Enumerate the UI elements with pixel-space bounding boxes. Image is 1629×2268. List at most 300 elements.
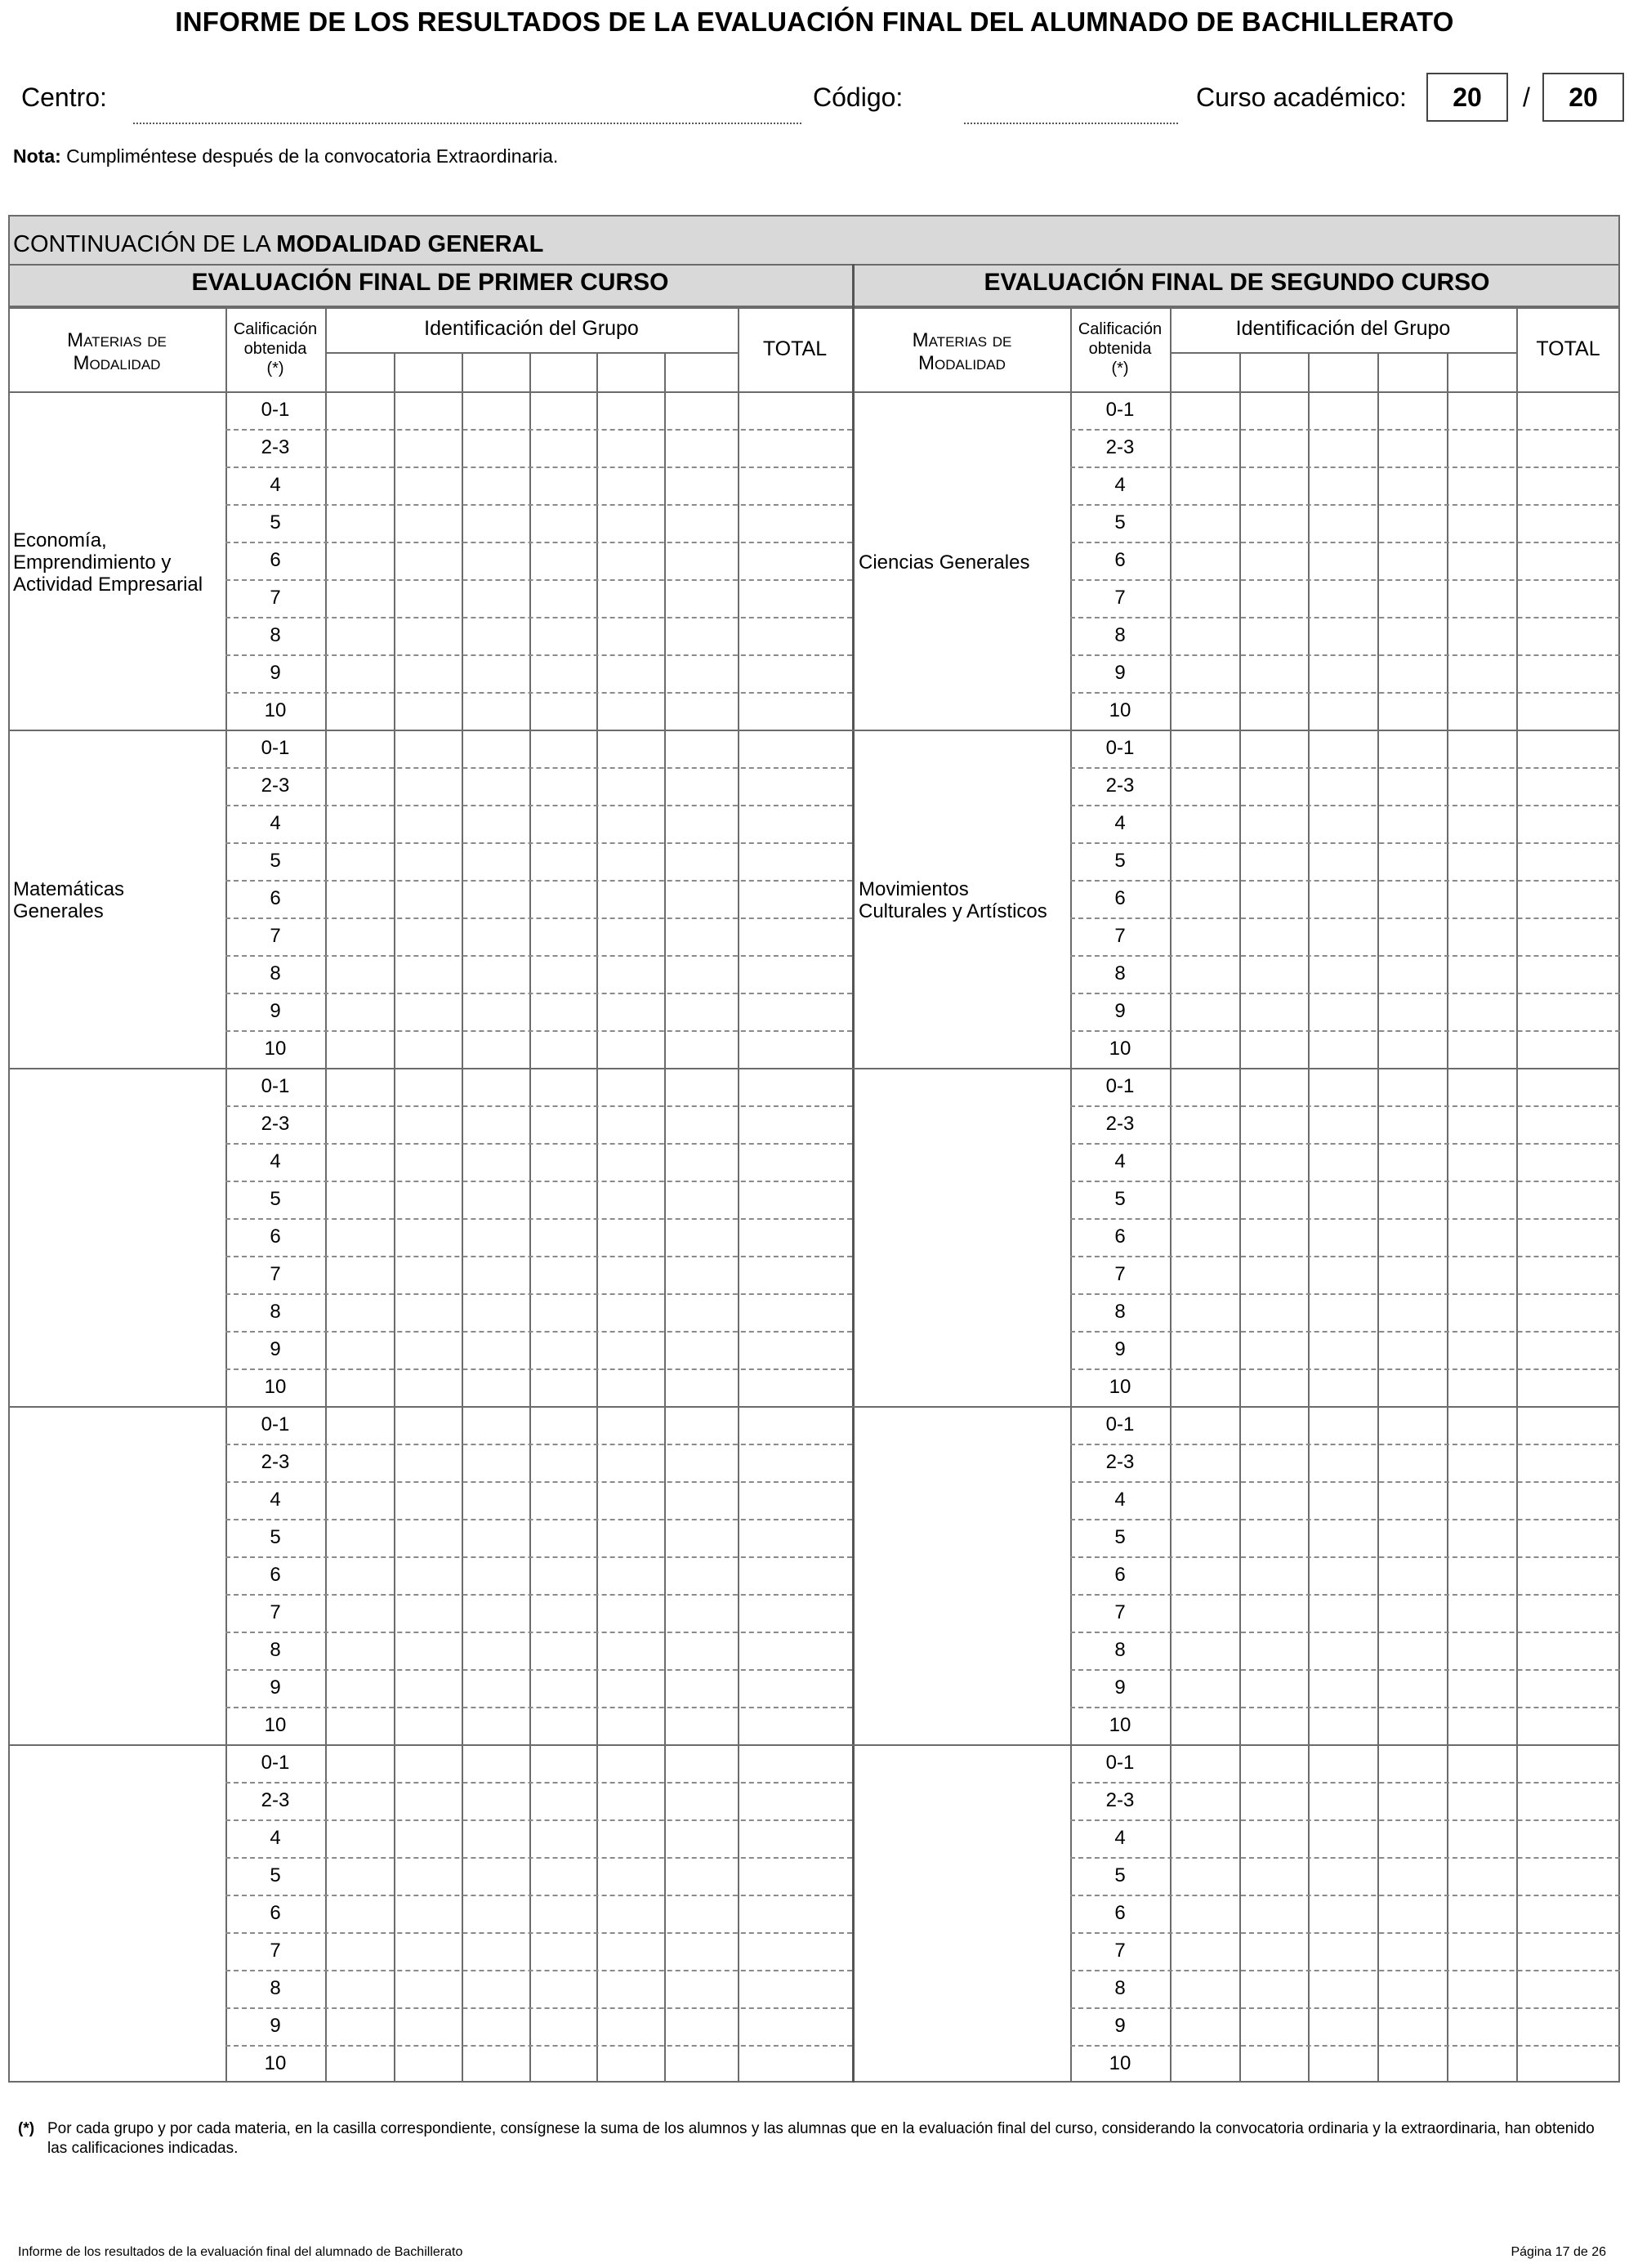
- group-count-cell[interactable]: [463, 1333, 529, 1368]
- group-count-cell[interactable]: [1241, 1069, 1307, 1105]
- group-count-cell[interactable]: [531, 769, 596, 804]
- group-count-cell[interactable]: [395, 1370, 461, 1405]
- group-count-cell[interactable]: [666, 581, 737, 616]
- group-count-cell[interactable]: [666, 1596, 737, 1631]
- group-count-cell[interactable]: [1379, 1520, 1446, 1556]
- group-count-cell[interactable]: [1310, 1596, 1377, 1631]
- group-count-cell[interactable]: [1310, 1032, 1377, 1067]
- group-count-cell[interactable]: [1310, 957, 1377, 992]
- group-count-cell[interactable]: [327, 393, 393, 428]
- total-cell[interactable]: [1518, 1859, 1619, 1894]
- group-count-cell[interactable]: [531, 694, 596, 729]
- group-count-cell[interactable]: [1310, 581, 1377, 616]
- total-cell[interactable]: [739, 1896, 851, 1931]
- group-count-cell[interactable]: [1379, 1032, 1446, 1067]
- total-cell[interactable]: [739, 882, 851, 917]
- group-count-cell[interactable]: [1310, 769, 1377, 804]
- group-count-cell[interactable]: [666, 468, 737, 503]
- group-count-cell[interactable]: [1448, 1257, 1515, 1292]
- group-count-cell[interactable]: [1172, 1408, 1238, 1443]
- group-count-cell[interactable]: [1448, 1821, 1515, 1856]
- group-count-cell[interactable]: [327, 468, 393, 503]
- group-count-cell[interactable]: [1241, 1859, 1307, 1894]
- group-count-cell[interactable]: [327, 1145, 393, 1180]
- total-cell[interactable]: [1518, 957, 1619, 992]
- group-count-cell[interactable]: [1310, 656, 1377, 691]
- group-count-cell[interactable]: [463, 957, 529, 992]
- group-count-cell[interactable]: [666, 1032, 737, 1067]
- group-count-cell[interactable]: [1241, 1333, 1307, 1368]
- group-count-cell[interactable]: [395, 1671, 461, 1706]
- group-count-cell[interactable]: [1448, 1220, 1515, 1255]
- group-count-cell[interactable]: [463, 431, 529, 466]
- group-count-cell[interactable]: [463, 731, 529, 766]
- group-count-cell[interactable]: [1172, 1633, 1238, 1668]
- group-count-cell[interactable]: [1241, 2009, 1307, 2044]
- total-cell[interactable]: [739, 1145, 851, 1180]
- group-count-cell[interactable]: [1310, 1257, 1377, 1292]
- group-count-cell[interactable]: [327, 1558, 393, 1593]
- group-count-cell[interactable]: [1172, 393, 1238, 428]
- total-cell[interactable]: [739, 1069, 851, 1105]
- group-count-cell[interactable]: [1310, 1971, 1377, 2007]
- total-cell[interactable]: [1518, 1445, 1619, 1480]
- total-cell[interactable]: [739, 1370, 851, 1405]
- group-count-cell[interactable]: [1310, 1295, 1377, 1330]
- group-count-cell[interactable]: [666, 393, 737, 428]
- group-count-cell[interactable]: [395, 844, 461, 879]
- group-count-cell[interactable]: [327, 1896, 393, 1931]
- group-count-cell[interactable]: [1448, 731, 1515, 766]
- centro-field[interactable]: [133, 123, 801, 124]
- group-count-cell[interactable]: [666, 1408, 737, 1443]
- group-count-cell[interactable]: [395, 1408, 461, 1443]
- group-count-cell[interactable]: [1379, 1445, 1446, 1480]
- group-count-cell[interactable]: [395, 1784, 461, 1819]
- group-count-cell[interactable]: [598, 1934, 663, 1969]
- group-count-cell[interactable]: [463, 1821, 529, 1856]
- group-count-cell[interactable]: [1310, 1408, 1377, 1443]
- group-count-cell[interactable]: [531, 1558, 596, 1593]
- group-count-cell[interactable]: [1379, 581, 1446, 616]
- group-count-cell[interactable]: [1310, 1445, 1377, 1480]
- group-count-cell[interactable]: [531, 1069, 596, 1105]
- group-count-cell[interactable]: [1310, 506, 1377, 541]
- group-count-cell[interactable]: [327, 1295, 393, 1330]
- group-count-cell[interactable]: [1172, 1896, 1238, 1931]
- group-count-cell[interactable]: [1379, 1821, 1446, 1856]
- group-count-cell[interactable]: [1448, 1107, 1515, 1142]
- group-count-cell[interactable]: [531, 1784, 596, 1819]
- group-count-cell[interactable]: [666, 694, 737, 729]
- total-cell[interactable]: [1518, 656, 1619, 691]
- group-count-cell[interactable]: [395, 1821, 461, 1856]
- group-count-cell[interactable]: [327, 1220, 393, 1255]
- group-count-cell[interactable]: [1379, 1558, 1446, 1593]
- total-cell[interactable]: [1518, 1145, 1619, 1180]
- group-count-cell[interactable]: [598, 919, 663, 954]
- group-count-cell[interactable]: [327, 1107, 393, 1142]
- group-count-cell[interactable]: [598, 1182, 663, 1217]
- group-count-cell[interactable]: [463, 1032, 529, 1067]
- group-count-cell[interactable]: [1379, 1671, 1446, 1706]
- group-count-cell[interactable]: [666, 1708, 737, 1743]
- group-count-cell[interactable]: [395, 618, 461, 654]
- group-count-cell[interactable]: [1241, 1896, 1307, 1931]
- total-cell[interactable]: [1518, 806, 1619, 842]
- group-count-cell[interactable]: [531, 1145, 596, 1180]
- total-cell[interactable]: [1518, 393, 1619, 428]
- total-cell[interactable]: [1518, 1971, 1619, 2007]
- group-count-cell[interactable]: [1448, 2009, 1515, 2044]
- total-cell[interactable]: [739, 731, 851, 766]
- group-count-cell[interactable]: [531, 1483, 596, 1518]
- group-count-cell[interactable]: [531, 1257, 596, 1292]
- group-count-cell[interactable]: [463, 1483, 529, 1518]
- group-count-cell[interactable]: [598, 1257, 663, 1292]
- group-count-cell[interactable]: [1172, 1971, 1238, 2007]
- group-count-cell[interactable]: [1241, 994, 1307, 1029]
- group-count-cell[interactable]: [1241, 1408, 1307, 1443]
- group-count-cell[interactable]: [531, 731, 596, 766]
- group-count-cell[interactable]: [1379, 1295, 1446, 1330]
- group-count-cell[interactable]: [1379, 1370, 1446, 1405]
- year-end-field[interactable]: 20: [1542, 73, 1624, 122]
- year-start-field[interactable]: 20: [1426, 73, 1508, 122]
- group-count-cell[interactable]: [598, 731, 663, 766]
- total-cell[interactable]: [1518, 543, 1619, 578]
- total-cell[interactable]: [739, 581, 851, 616]
- group-count-cell[interactable]: [1310, 1370, 1377, 1405]
- group-count-cell[interactable]: [327, 769, 393, 804]
- group-count-cell[interactable]: [463, 1408, 529, 1443]
- group-count-cell[interactable]: [598, 1333, 663, 1368]
- group-count-cell[interactable]: [395, 393, 461, 428]
- group-count-cell[interactable]: [666, 1934, 737, 1969]
- group-count-cell[interactable]: [463, 393, 529, 428]
- group-count-cell[interactable]: [395, 1445, 461, 1480]
- group-count-cell[interactable]: [395, 506, 461, 541]
- group-count-cell[interactable]: [463, 1934, 529, 1969]
- group-count-cell[interactable]: [463, 919, 529, 954]
- group-count-cell[interactable]: [395, 656, 461, 691]
- group-count-cell[interactable]: [463, 994, 529, 1029]
- group-count-cell[interactable]: [1379, 1182, 1446, 1217]
- group-count-cell[interactable]: [666, 1558, 737, 1593]
- total-cell[interactable]: [739, 393, 851, 428]
- group-count-cell[interactable]: [1379, 2047, 1446, 2082]
- group-count-cell[interactable]: [1379, 468, 1446, 503]
- group-count-cell[interactable]: [598, 1708, 663, 1743]
- group-count-cell[interactable]: [1379, 618, 1446, 654]
- group-count-cell[interactable]: [531, 882, 596, 917]
- group-count-cell[interactable]: [327, 1182, 393, 1217]
- group-count-cell[interactable]: [395, 1934, 461, 1969]
- group-count-cell[interactable]: [598, 1896, 663, 1931]
- group-count-cell[interactable]: [1379, 769, 1446, 804]
- group-count-cell[interactable]: [598, 431, 663, 466]
- total-cell[interactable]: [1518, 1370, 1619, 1405]
- group-count-cell[interactable]: [531, 994, 596, 1029]
- group-count-cell[interactable]: [598, 957, 663, 992]
- group-count-cell[interactable]: [1310, 431, 1377, 466]
- group-count-cell[interactable]: [1172, 1145, 1238, 1180]
- group-count-cell[interactable]: [327, 1520, 393, 1556]
- group-count-cell[interactable]: [1448, 581, 1515, 616]
- total-cell[interactable]: [1518, 1220, 1619, 1255]
- group-count-cell[interactable]: [463, 2009, 529, 2044]
- total-cell[interactable]: [1518, 1333, 1619, 1368]
- total-cell[interactable]: [739, 1596, 851, 1631]
- group-count-cell[interactable]: [463, 543, 529, 578]
- total-cell[interactable]: [1518, 1257, 1619, 1292]
- total-cell[interactable]: [1518, 618, 1619, 654]
- total-cell[interactable]: [1518, 1896, 1619, 1931]
- group-count-cell[interactable]: [327, 543, 393, 578]
- group-count-cell[interactable]: [531, 1934, 596, 1969]
- total-cell[interactable]: [739, 1220, 851, 1255]
- group-count-cell[interactable]: [1241, 468, 1307, 503]
- group-count-cell[interactable]: [395, 1220, 461, 1255]
- group-count-cell[interactable]: [395, 1520, 461, 1556]
- total-cell[interactable]: [1518, 694, 1619, 729]
- group-count-cell[interactable]: [666, 1220, 737, 1255]
- group-count-cell[interactable]: [666, 431, 737, 466]
- group-count-cell[interactable]: [1448, 694, 1515, 729]
- group-count-cell[interactable]: [1172, 994, 1238, 1029]
- group-count-cell[interactable]: [1310, 1220, 1377, 1255]
- total-cell[interactable]: [739, 1333, 851, 1368]
- group-count-cell[interactable]: [1448, 1145, 1515, 1180]
- total-cell[interactable]: [739, 994, 851, 1029]
- total-cell[interactable]: [1518, 1558, 1619, 1593]
- group-count-cell[interactable]: [1172, 1107, 1238, 1142]
- group-count-cell[interactable]: [1448, 1558, 1515, 1593]
- group-count-cell[interactable]: [1241, 844, 1307, 879]
- group-count-cell[interactable]: [531, 844, 596, 879]
- total-cell[interactable]: [1518, 1633, 1619, 1668]
- group-count-cell[interactable]: [1241, 769, 1307, 804]
- group-count-cell[interactable]: [666, 1257, 737, 1292]
- group-count-cell[interactable]: [395, 919, 461, 954]
- group-count-cell[interactable]: [395, 2009, 461, 2044]
- group-count-cell[interactable]: [1241, 1370, 1307, 1405]
- group-count-cell[interactable]: [1241, 1032, 1307, 1067]
- group-count-cell[interactable]: [1379, 1483, 1446, 1518]
- group-count-cell[interactable]: [1448, 1934, 1515, 1969]
- group-count-cell[interactable]: [1310, 1633, 1377, 1668]
- group-count-cell[interactable]: [395, 1145, 461, 1180]
- group-count-cell[interactable]: [531, 2009, 596, 2044]
- group-count-cell[interactable]: [666, 994, 737, 1029]
- total-cell[interactable]: [1518, 844, 1619, 879]
- group-count-cell[interactable]: [666, 543, 737, 578]
- group-count-cell[interactable]: [1241, 2047, 1307, 2082]
- group-count-cell[interactable]: [1448, 543, 1515, 578]
- total-cell[interactable]: [739, 1746, 851, 1781]
- group-count-cell[interactable]: [1448, 1633, 1515, 1668]
- group-count-cell[interactable]: [327, 957, 393, 992]
- group-count-cell[interactable]: [1310, 882, 1377, 917]
- group-count-cell[interactable]: [395, 1633, 461, 1668]
- group-count-cell[interactable]: [1379, 1859, 1446, 1894]
- total-cell[interactable]: [739, 1821, 851, 1856]
- group-count-cell[interactable]: [1310, 1896, 1377, 1931]
- group-count-cell[interactable]: [598, 1746, 663, 1781]
- group-count-cell[interactable]: [1172, 844, 1238, 879]
- group-count-cell[interactable]: [1448, 769, 1515, 804]
- group-count-cell[interactable]: [1241, 1558, 1307, 1593]
- group-count-cell[interactable]: [1379, 1934, 1446, 1969]
- group-count-cell[interactable]: [1241, 581, 1307, 616]
- group-count-cell[interactable]: [531, 1182, 596, 1217]
- group-count-cell[interactable]: [463, 1784, 529, 1819]
- group-count-cell[interactable]: [327, 506, 393, 541]
- group-count-cell[interactable]: [1448, 844, 1515, 879]
- group-count-cell[interactable]: [666, 1821, 737, 1856]
- group-count-cell[interactable]: [531, 1520, 596, 1556]
- group-count-cell[interactable]: [395, 581, 461, 616]
- group-count-cell[interactable]: [1172, 1596, 1238, 1631]
- group-count-cell[interactable]: [1172, 1295, 1238, 1330]
- group-count-cell[interactable]: [531, 1746, 596, 1781]
- group-count-cell[interactable]: [531, 1370, 596, 1405]
- group-count-cell[interactable]: [1172, 694, 1238, 729]
- total-cell[interactable]: [739, 2009, 851, 2044]
- group-count-cell[interactable]: [598, 543, 663, 578]
- group-count-cell[interactable]: [1172, 1370, 1238, 1405]
- group-count-cell[interactable]: [666, 1483, 737, 1518]
- group-count-cell[interactable]: [1241, 919, 1307, 954]
- group-count-cell[interactable]: [1448, 2047, 1515, 2082]
- group-count-cell[interactable]: [463, 769, 529, 804]
- group-count-cell[interactable]: [598, 882, 663, 917]
- group-count-cell[interactable]: [463, 1107, 529, 1142]
- group-count-cell[interactable]: [327, 806, 393, 842]
- group-count-cell[interactable]: [327, 1971, 393, 2007]
- group-count-cell[interactable]: [1448, 919, 1515, 954]
- group-count-cell[interactable]: [598, 1784, 663, 1819]
- total-cell[interactable]: [739, 1483, 851, 1518]
- group-count-cell[interactable]: [1448, 1445, 1515, 1480]
- group-count-cell[interactable]: [1310, 1859, 1377, 1894]
- total-cell[interactable]: [1518, 731, 1619, 766]
- total-cell[interactable]: [739, 543, 851, 578]
- group-count-cell[interactable]: [531, 468, 596, 503]
- group-count-cell[interactable]: [1172, 882, 1238, 917]
- group-count-cell[interactable]: [327, 581, 393, 616]
- total-cell[interactable]: [1518, 882, 1619, 917]
- total-cell[interactable]: [739, 1182, 851, 1217]
- group-count-cell[interactable]: [1241, 1596, 1307, 1631]
- group-count-cell[interactable]: [531, 581, 596, 616]
- total-cell[interactable]: [739, 1971, 851, 2007]
- group-count-cell[interactable]: [1379, 1746, 1446, 1781]
- group-count-cell[interactable]: [666, 1069, 737, 1105]
- group-count-cell[interactable]: [666, 1971, 737, 2007]
- group-count-cell[interactable]: [1172, 1333, 1238, 1368]
- group-count-cell[interactable]: [1448, 1784, 1515, 1819]
- group-count-cell[interactable]: [1241, 694, 1307, 729]
- group-count-cell[interactable]: [395, 882, 461, 917]
- group-count-cell[interactable]: [1241, 431, 1307, 466]
- group-count-cell[interactable]: [666, 882, 737, 917]
- group-count-cell[interactable]: [1241, 1445, 1307, 1480]
- group-count-cell[interactable]: [1310, 1069, 1377, 1105]
- group-count-cell[interactable]: [531, 506, 596, 541]
- group-count-cell[interactable]: [395, 1708, 461, 1743]
- group-count-cell[interactable]: [1448, 1370, 1515, 1405]
- group-count-cell[interactable]: [463, 882, 529, 917]
- group-count-cell[interactable]: [1241, 1708, 1307, 1743]
- group-count-cell[interactable]: [666, 1295, 737, 1330]
- group-count-cell[interactable]: [598, 844, 663, 879]
- total-cell[interactable]: [739, 1859, 851, 1894]
- group-count-cell[interactable]: [531, 1596, 596, 1631]
- group-count-cell[interactable]: [327, 994, 393, 1029]
- total-cell[interactable]: [739, 1708, 851, 1743]
- group-count-cell[interactable]: [598, 1445, 663, 1480]
- group-count-cell[interactable]: [1310, 1784, 1377, 1819]
- group-count-cell[interactable]: [327, 1257, 393, 1292]
- codigo-field[interactable]: [964, 123, 1178, 124]
- group-count-cell[interactable]: [1172, 1520, 1238, 1556]
- total-cell[interactable]: [1518, 1671, 1619, 1706]
- group-count-cell[interactable]: [1379, 844, 1446, 879]
- group-count-cell[interactable]: [666, 1445, 737, 1480]
- group-count-cell[interactable]: [1172, 618, 1238, 654]
- group-count-cell[interactable]: [395, 957, 461, 992]
- group-count-cell[interactable]: [598, 1220, 663, 1255]
- group-count-cell[interactable]: [1172, 1821, 1238, 1856]
- group-count-cell[interactable]: [1310, 543, 1377, 578]
- group-count-cell[interactable]: [1172, 656, 1238, 691]
- total-cell[interactable]: [1518, 1408, 1619, 1443]
- total-cell[interactable]: [1518, 919, 1619, 954]
- group-count-cell[interactable]: [1448, 656, 1515, 691]
- group-count-cell[interactable]: [1448, 1896, 1515, 1931]
- total-cell[interactable]: [739, 919, 851, 954]
- group-count-cell[interactable]: [327, 2047, 393, 2082]
- group-count-cell[interactable]: [1379, 882, 1446, 917]
- group-count-cell[interactable]: [666, 731, 737, 766]
- group-count-cell[interactable]: [531, 1633, 596, 1668]
- group-count-cell[interactable]: [1310, 393, 1377, 428]
- group-count-cell[interactable]: [327, 731, 393, 766]
- group-count-cell[interactable]: [1241, 506, 1307, 541]
- group-count-cell[interactable]: [463, 581, 529, 616]
- group-count-cell[interactable]: [1448, 1596, 1515, 1631]
- group-count-cell[interactable]: [463, 1220, 529, 1255]
- group-count-cell[interactable]: [531, 1408, 596, 1443]
- group-count-cell[interactable]: [531, 1859, 596, 1894]
- group-count-cell[interactable]: [666, 957, 737, 992]
- group-count-cell[interactable]: [1241, 656, 1307, 691]
- group-count-cell[interactable]: [1379, 806, 1446, 842]
- group-count-cell[interactable]: [327, 1408, 393, 1443]
- group-count-cell[interactable]: [327, 1633, 393, 1668]
- group-count-cell[interactable]: [666, 2047, 737, 2082]
- group-count-cell[interactable]: [666, 506, 737, 541]
- total-cell[interactable]: [1518, 1708, 1619, 1743]
- group-count-cell[interactable]: [531, 806, 596, 842]
- group-count-cell[interactable]: [598, 656, 663, 691]
- group-count-cell[interactable]: [1241, 543, 1307, 578]
- group-count-cell[interactable]: [395, 1107, 461, 1142]
- group-count-cell[interactable]: [1241, 1295, 1307, 1330]
- group-count-cell[interactable]: [598, 1971, 663, 2007]
- group-count-cell[interactable]: [327, 1784, 393, 1819]
